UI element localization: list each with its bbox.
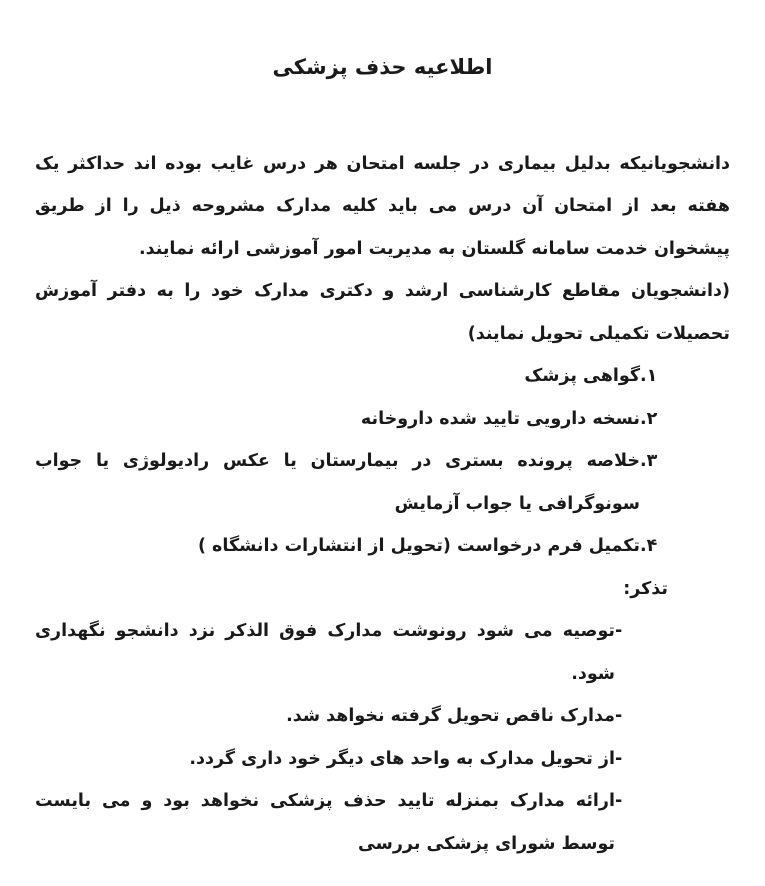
graduate-students-paragraph: (دانشجویان مقاطع کارشناسی ارشد و دکتری مدارک خود را به دفتر آموزش تحصیلات تکمیلی تحویل نمایند) (35, 281, 730, 344)
numbered-item-4 (35, 525, 730, 568)
item-text: نسخه دارویی تایید شده داروخانه (360, 408, 640, 429)
item-text: گواهی پزشک (524, 366, 640, 386)
note-item-3 (35, 738, 730, 781)
page-title: اطلاعیه حذف پزشکی (272, 55, 493, 79)
note-label: تذکر: (623, 578, 668, 599)
note-item-4 (35, 780, 730, 865)
numbered-item-1 (35, 355, 730, 398)
dash-bullet: - (615, 621, 623, 641)
numbered-item-3 (35, 440, 730, 525)
item-number: ۱. (640, 366, 658, 386)
item-text: تکمیل فرم درخواست (تحویل از انتشارات دانشگاه ) (197, 536, 640, 556)
dash-bullet: - (615, 706, 623, 726)
note-item-text: توصیه می شود رونوشت مدارک فوق الذکر نزد دانشجو نگهداری شود. (35, 621, 615, 684)
note-item-text: ارائه مدارک بمنزله تایید حذف پزشکی نخواهد بود و می بایست توسط شورای پزشکی بررسی (35, 791, 615, 854)
note-item-1 (35, 610, 730, 695)
item-number: ۳. (640, 451, 658, 471)
item-text: خلاصه پرونده بستری در بیمارستان یا عکس رادیولوژی یا جواب سونوگرافی یا جواب آزمایش (35, 451, 640, 514)
note-item-2 (35, 695, 730, 738)
dash-bullet: - (615, 748, 623, 769)
item-number: ۲. (640, 408, 658, 429)
note-item-text: از تحویل مدارک به واحد های دیگر خود داری گردد. (189, 748, 615, 769)
note-item-text: مدارک ناقص تحویل گرفته نخواهد شد. (286, 706, 615, 726)
numbered-item-2 (35, 398, 730, 441)
item-number: ۴. (640, 536, 658, 556)
intro-paragraph: دانشجویانیکه بدلیل بیماری در جلسه امتحان هر درس غایب بوده اند حداکثر یک هفته بعد از امتحان آن درس می باید کلیه مدارک مشروحه ذیل را از طریق پیشخوان خدمت سامانه گلستان به مدیریت امور آموزشی ارائه نمایند. (35, 153, 730, 259)
dash-bullet: - (615, 791, 623, 811)
